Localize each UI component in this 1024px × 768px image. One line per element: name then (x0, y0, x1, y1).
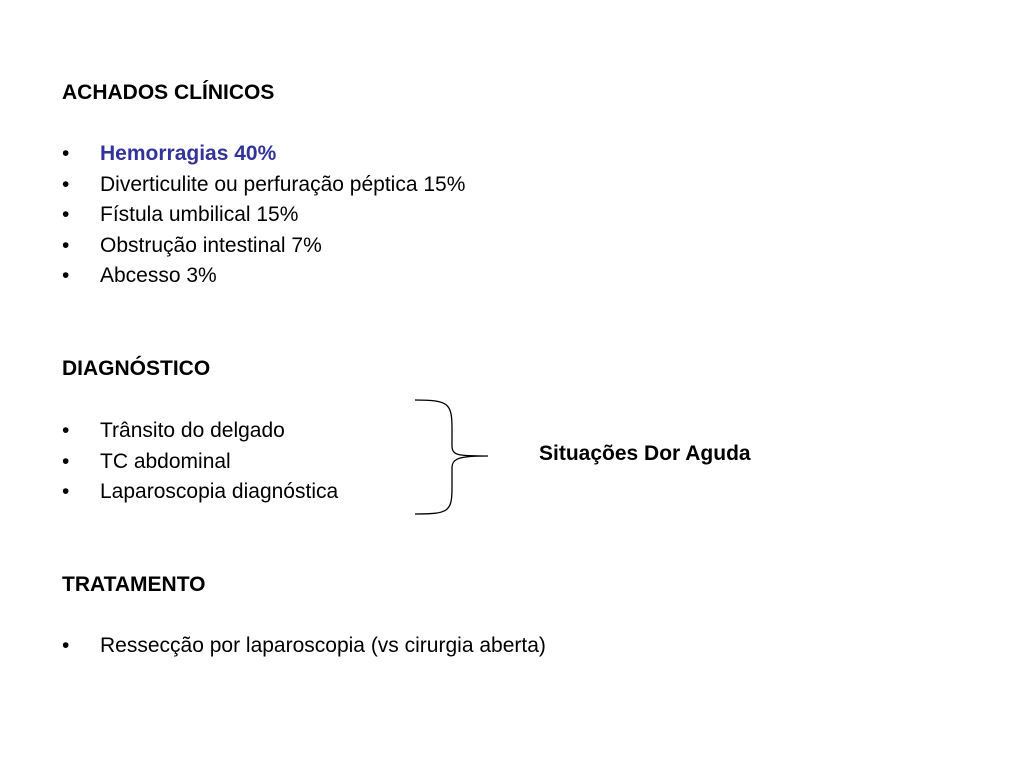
bullet-icon: • (62, 172, 70, 196)
findings-list (62, 139, 465, 292)
list-item (62, 416, 338, 447)
bullet-text: Ressecção por laparoscopia (vs cirurgia aberta) (100, 634, 546, 657)
bullet-text: Laparoscopia diagnóstica (100, 480, 339, 504)
bullet-icon: • (62, 449, 70, 473)
list-item (62, 170, 465, 201)
bullet-text: Trânsito do delgado (100, 419, 285, 442)
treatment-heading: TRATAMENTO (62, 573, 206, 596)
bullet-icon: • (62, 264, 70, 288)
bullet-icon: • (62, 233, 70, 257)
list-item (62, 631, 546, 662)
list-item (62, 200, 465, 231)
findings-heading: ACHADOS CLÍNICOS (62, 81, 275, 104)
curly-brace-icon (410, 398, 500, 516)
diagnosis-heading: DIAGNÓSTICO (62, 357, 211, 380)
bullet-icon: • (62, 142, 70, 165)
bullet-text: Fístula umbilical 15% (100, 203, 299, 227)
bullet-icon: • (62, 480, 70, 504)
bullet-text: Obstrução intestinal 7% (100, 233, 322, 257)
diagnosis-list (62, 416, 338, 508)
bullet-icon: • (62, 634, 70, 657)
bullet-text: TC abdominal (100, 449, 231, 473)
bullet-icon: • (62, 203, 70, 227)
bullet-text: Diverticulite ou perfuração péptica 15% (100, 172, 466, 196)
list-item (62, 261, 465, 292)
bullet-text-hemorrhage: Hemorragias 40% (100, 142, 277, 165)
bullet-icon: • (62, 419, 70, 442)
list-item (62, 447, 338, 478)
treatment-list (62, 631, 546, 662)
brace-label: Situações Dor Aguda (539, 442, 751, 465)
list-item (62, 139, 465, 170)
list-item (62, 477, 338, 508)
list-item (62, 231, 465, 262)
bullet-text: Abcesso 3% (100, 264, 217, 288)
